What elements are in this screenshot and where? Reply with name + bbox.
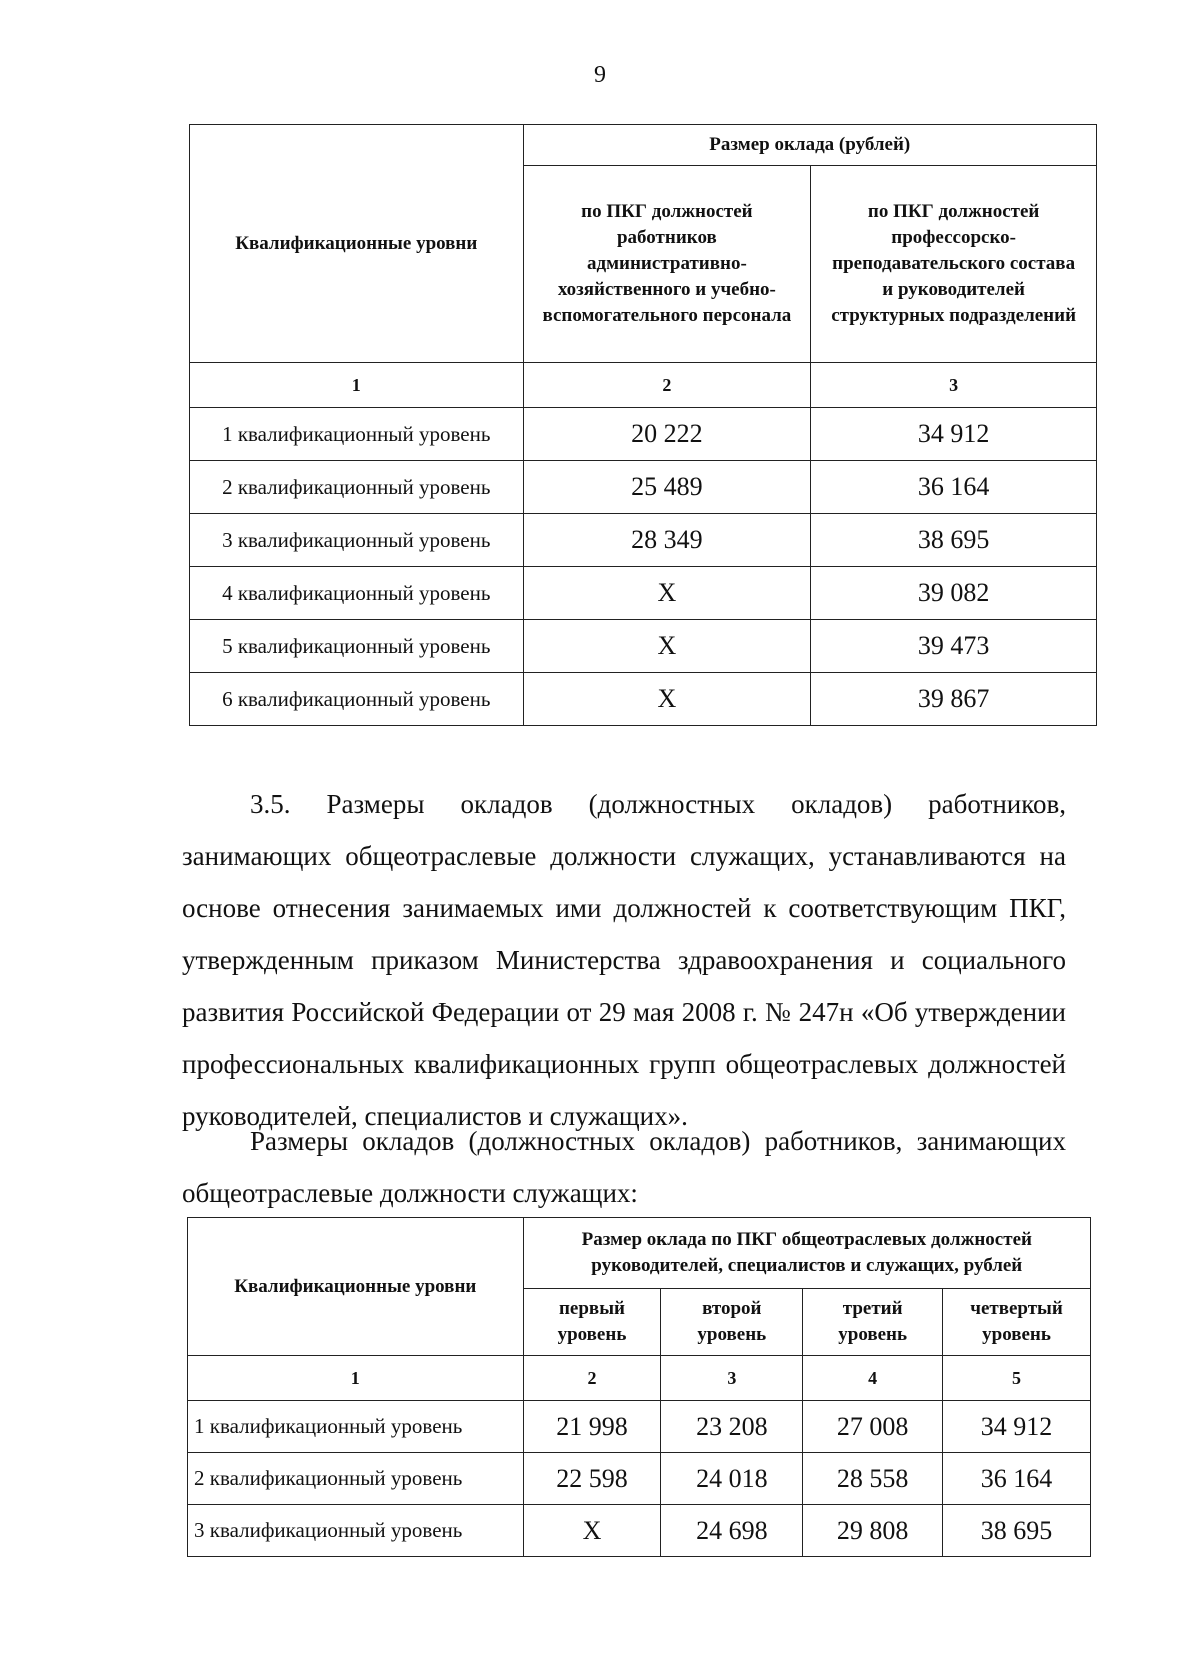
value-cell: 24 698 <box>661 1505 803 1557</box>
sub-header: первый уровень <box>523 1289 661 1356</box>
table-row <box>188 1453 1091 1505</box>
value-cell: 28 349 <box>523 514 811 567</box>
level-cell: 1 квалификационный уровень <box>190 408 524 461</box>
table-row <box>190 673 1097 726</box>
value-cell: 28 558 <box>803 1453 943 1505</box>
table-row <box>190 408 1097 461</box>
value-cell: 23 208 <box>661 1401 803 1453</box>
group-header: Размер оклада (рублей) <box>523 125 1096 166</box>
value-cell: 36 164 <box>943 1453 1091 1505</box>
salary-table-general-positions <box>187 1217 1091 1557</box>
col-number: 5 <box>943 1356 1091 1401</box>
value-cell: 34 912 <box>943 1401 1091 1453</box>
col2-header: по ПКГ должностей работников административно-хозяйственного и учебно-вспомогательного персонала <box>523 166 811 363</box>
value-cell: 22 598 <box>523 1453 661 1505</box>
level-cell: 6 квалификационный уровень <box>190 673 524 726</box>
value-cell: X <box>523 620 811 673</box>
value-cell: 39 473 <box>811 620 1097 673</box>
table-row <box>190 461 1097 514</box>
col-number: 4 <box>803 1356 943 1401</box>
table-row <box>188 1401 1091 1453</box>
col-number: 3 <box>811 363 1097 408</box>
sub-header: четвертый уровень <box>943 1289 1091 1356</box>
page-number: 9 <box>594 62 606 88</box>
value-cell: 27 008 <box>803 1401 943 1453</box>
value-cell: 38 695 <box>943 1505 1091 1557</box>
col-number: 1 <box>188 1356 524 1401</box>
row-header: Квалификационные уровни <box>188 1218 524 1356</box>
value-cell: X <box>523 567 811 620</box>
value-cell: 25 489 <box>523 461 811 514</box>
value-cell: 21 998 <box>523 1401 661 1453</box>
col-number: 1 <box>190 363 524 408</box>
value-cell: 20 222 <box>523 408 811 461</box>
value-cell: 24 018 <box>661 1453 803 1505</box>
value-cell: 39 867 <box>811 673 1097 726</box>
level-cell: 3 квалификационный уровень <box>188 1505 524 1557</box>
level-cell: 4 квалификационный уровень <box>190 567 524 620</box>
salary-table-staff <box>189 124 1097 726</box>
level-cell: 2 квалификационный уровень <box>190 461 524 514</box>
value-cell: 34 912 <box>811 408 1097 461</box>
col-number: 2 <box>523 363 811 408</box>
row-header: Квалификационные уровни <box>190 125 524 363</box>
level-cell: 5 квалификационный уровень <box>190 620 524 673</box>
table-row <box>190 514 1097 567</box>
level-cell: 2 квалификационный уровень <box>188 1453 524 1505</box>
value-cell: 38 695 <box>811 514 1097 567</box>
value-cell: X <box>523 1505 661 1557</box>
value-cell: 29 808 <box>803 1505 943 1557</box>
col3-header: по ПКГ должностей профессорско-преподавательского состава и руководителей структурных подразделений <box>811 166 1097 363</box>
col-number: 3 <box>661 1356 803 1401</box>
table-row <box>188 1505 1091 1557</box>
table-row <box>190 567 1097 620</box>
sub-header: второй уровень <box>661 1289 803 1356</box>
group-header: Размер оклада по ПКГ общеотраслевых должностей руководителей, специалистов и служащих, рублей <box>523 1218 1090 1289</box>
value-cell: 39 082 <box>811 567 1097 620</box>
value-cell: X <box>523 673 811 726</box>
level-cell: 1 квалификационный уровень <box>188 1401 524 1453</box>
col-number: 2 <box>523 1356 661 1401</box>
sub-header: третий уровень <box>803 1289 943 1356</box>
value-cell: 36 164 <box>811 461 1097 514</box>
level-cell: 3 квалификационный уровень <box>190 514 524 567</box>
paragraph-3-5: 3.5. Размеры окладов (должностных окладов) работников, занимающих общеотраслевые должности служащих, устанавливаются на основе отнесения занимаемых ими должностей к соответствующим ПКГ, утвержденным приказом Министерства здравоохранения и социального развития Российской Федерации от 29 мая 2008 г. № 247н «Об утверждении профессиональных квалификационных групп общеотраслевых должностей руководителей, специалистов и служащих». <box>182 789 1066 1131</box>
paragraph-intro-table2: Размеры окладов (должностных окладов) работников, занимающих общеотраслевые должности служащих: <box>182 1126 1066 1208</box>
table-row <box>190 620 1097 673</box>
